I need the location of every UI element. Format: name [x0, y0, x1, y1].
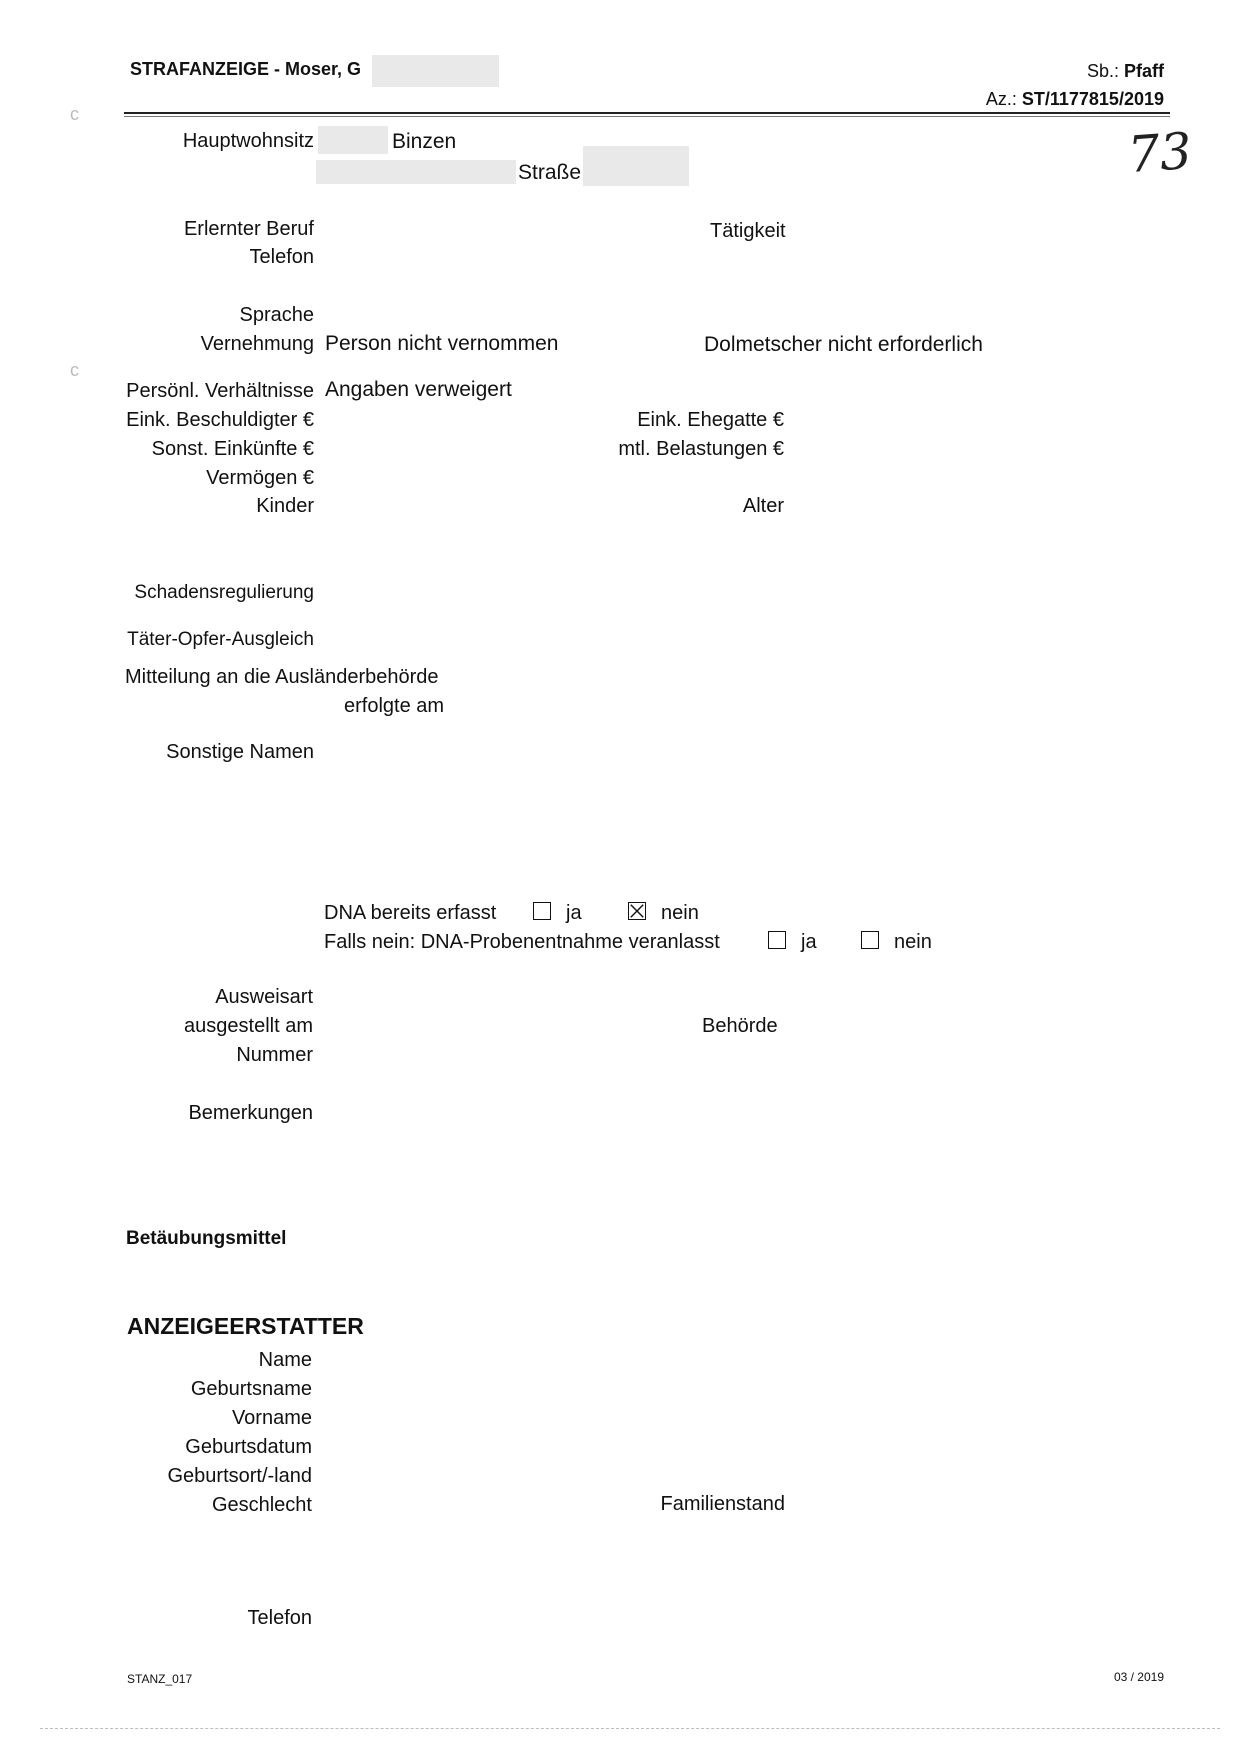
dna-probe-ja-label: ja — [801, 931, 817, 953]
sb-field — [1087, 61, 1164, 82]
behoerde-label: Behörde — [702, 1015, 778, 1037]
nummer-label: Nummer — [236, 1044, 313, 1066]
ae-name-label: Name — [258, 1349, 312, 1371]
redaction-plz — [318, 126, 388, 154]
accused-name: Moser, G — [285, 59, 362, 79]
dna-erfasst-nein-checkbox[interactable] — [628, 902, 646, 920]
dna-probe-ja-checkbox[interactable] — [768, 931, 786, 949]
dna-erfasst-ja-label: ja — [566, 902, 582, 924]
vernehmung-label: Vernehmung — [200, 333, 314, 355]
betaeubungsmittel-label: Betäubungsmittel — [126, 1228, 287, 1249]
vermoegen-label: Vermögen € — [206, 467, 314, 489]
ausgestellt-label: ausgestellt am — [184, 1015, 313, 1037]
anzeigeerstatter-heading: ANZEIGEERSTATTER — [127, 1313, 364, 1339]
dna-erfasst-label: DNA bereits erfasst — [324, 902, 497, 924]
sb-value: Pfaff — [1124, 61, 1164, 81]
punch-mark-mid: c — [70, 360, 79, 380]
dna-erfasst-ja-checkbox[interactable] — [533, 902, 551, 920]
header-rule-thin — [124, 116, 1170, 117]
verhaeltnisse-label: Persönl. Verhältnisse — [126, 380, 314, 402]
auslaenderbehoerde-label: Mitteilung an die Ausländerbehörde — [125, 666, 439, 688]
az-field — [986, 89, 1164, 110]
az-value: ST/1177815/2019 — [1021, 89, 1164, 109]
erfolgte-am-label: erfolgte am — [344, 695, 445, 717]
eink-beschuldigter-label: Eink. Beschuldigter € — [126, 409, 314, 431]
dna-probe-nein-checkbox[interactable] — [861, 931, 879, 949]
eink-ehegatte-label: Eink. Ehegatte € — [637, 409, 784, 431]
sprache-label: Sprache — [239, 304, 314, 326]
ae-vorname-label: Vorname — [231, 1407, 312, 1429]
footer-version: 03 / 2019 — [1113, 1670, 1164, 1684]
sonst-einkuenfte-label: Sonst. Einkünfte € — [151, 438, 314, 460]
bemerkungen-label: Bemerkungen — [188, 1102, 313, 1124]
ae-geburtsname-label: Geburtsname — [190, 1378, 312, 1400]
ae-geschlecht-label: Geschlecht — [211, 1494, 312, 1516]
sonstige-namen-label: Sonstige Namen — [166, 741, 314, 763]
dolmetscher-value: Dolmetscher nicht erforderlich — [704, 333, 983, 356]
sb-label: Sb.: — [1086, 61, 1119, 81]
az-label: Az.: — [985, 89, 1017, 109]
vernehmung-value: Person nicht vernommen — [325, 332, 559, 355]
belastungen-label: mtl. Belastungen € — [618, 438, 784, 460]
redaction-house-number — [583, 146, 689, 186]
dna-probe-nein-label: nein — [894, 931, 932, 953]
header-rule — [124, 112, 1170, 114]
telefon-label: Telefon — [249, 246, 314, 268]
ausweisart-label: Ausweisart — [215, 986, 313, 1008]
punch-mark-top: c — [70, 104, 79, 124]
title-separator: - — [269, 59, 286, 79]
street-fragment: Straße — [518, 161, 582, 184]
verhaeltnisse-value: Angaben verweigert — [325, 378, 512, 401]
hauptwohnsitz-city: Binzen — [392, 130, 457, 153]
footer-form-id: STANZ_017 — [127, 1672, 193, 1686]
document-title — [130, 59, 361, 80]
beruf-label: Erlernter Beruf — [183, 218, 314, 240]
taetigkeit-label: Tätigkeit — [710, 220, 786, 242]
redaction-name — [372, 55, 499, 87]
scan-edge-line — [40, 1728, 1220, 1729]
ae-geburtsort-label: Geburtsort/-land — [167, 1465, 312, 1487]
ae-familienstand-label: Familienstand — [660, 1493, 785, 1515]
title-text: STRAFANZEIGE — [130, 59, 270, 79]
dna-erfasst-nein-label: nein — [661, 902, 699, 924]
hauptwohnsitz-label: Hauptwohnsitz — [182, 130, 314, 152]
ae-geburtsdatum-label: Geburtsdatum — [185, 1436, 312, 1458]
schadensregulierung-label: Schadensregulierung — [134, 582, 314, 603]
handwritten-page-number: 73 — [1126, 121, 1194, 185]
alter-label: Alter — [742, 495, 784, 517]
dna-probe-label: Falls nein: DNA-Probenentnahme veranlasst — [324, 931, 720, 953]
ae-telefon-label: Telefon — [247, 1607, 312, 1629]
checked-cross-icon — [629, 903, 645, 919]
toa-label: Täter-Opfer-Ausgleich — [127, 629, 314, 650]
kinder-label: Kinder — [256, 495, 314, 517]
redaction-street — [316, 160, 516, 184]
